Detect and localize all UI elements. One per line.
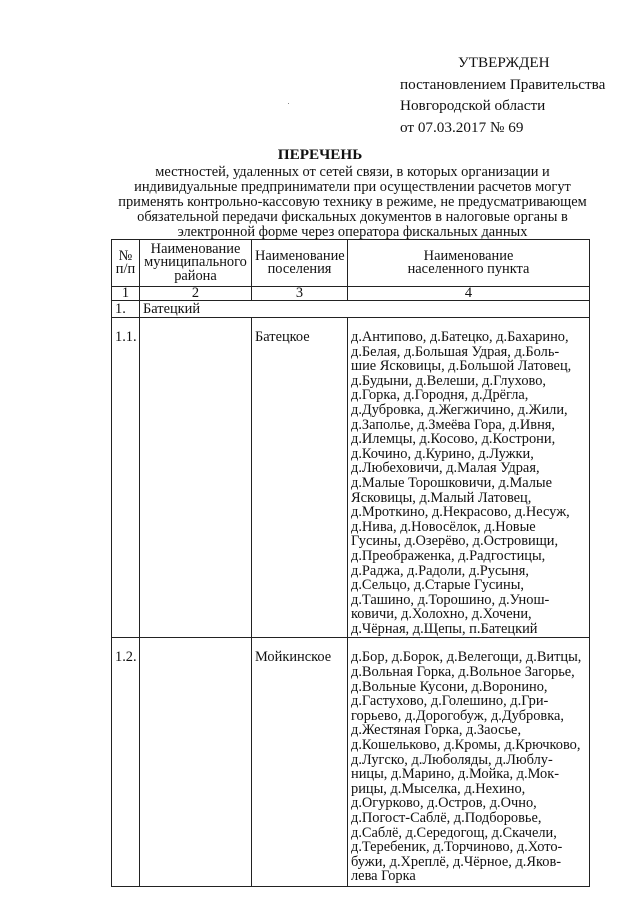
subtitle-line: применять контрольно-кассовую технику в режиме, не предусматривающем [118,194,587,210]
locality-line: д.Вольная Горка, д.Вольное Загорье, [351,664,575,681]
document-subtitle [115,165,590,240]
locality-line: д.Кошельково, д.Кромы, д.Крючково, [351,737,581,754]
header-district [140,240,252,287]
header-text: п/п [115,261,136,277]
document-title: ПЕРЕЧЕНЬ [277,146,363,163]
table-row [112,638,590,887]
locality-line: д.Раджа, д.Радоли, д.Русыня, [351,562,529,579]
locality-line: Гусины, д.Озерёво, д.Островищи, [351,533,559,550]
locality-line: д.Сельцо, д.Старые Гусины, [351,577,524,594]
locality-line: д.Горка, д.Городня, д.Дрёгла, [351,387,529,404]
locality-line: д.Чёрная, д.Щепы, п.Батецкий [351,620,538,637]
locality-line: д.Вольные Кусони, д.Воронино, [351,678,548,695]
column-number: 2 [140,287,252,301]
table-header-row [112,240,590,287]
locality-line: д.Жестяная Горка, д.Заосье, [351,722,522,739]
row-num: 1.2. [112,638,140,887]
column-number: 1 [112,287,140,301]
header-settlement [252,240,348,287]
row-district [140,318,252,638]
district-row [112,301,590,318]
header-text: муниципального [144,254,247,271]
locality-line: д.Преображенка, д.Радгостицы, [351,547,546,564]
locality-line: д.Заполье, д.Змеёва Гора, д.Ивня, [351,416,556,433]
column-number: 4 [348,287,590,301]
approval-line: от 07.03.2017 № 69 [400,118,524,136]
row-num: 1.1. [112,318,140,638]
locality-line: д.Погост-Саблё, д.Подборовье, [351,810,542,826]
locality-line: д.Антипово, д.Батецко, д.Бахарино, [351,329,569,345]
header-text: населенного пункта [407,261,530,277]
row-settlement: Мойкинское [252,638,348,887]
header-text: района [174,267,217,284]
locality-line: д.Саблё, д.Середогощ, д.Скачели, [351,824,557,841]
header-text: Наименование [255,247,345,264]
locality-line: д.Огурково, д.Остров, д.Очно, [351,795,537,812]
locality-line: д.Любеховичи, д.Малая Удрая, [351,460,540,477]
locality-line: д.Гастухово, д.Голешино, д.Гри- [351,693,549,710]
locality-line: д.Бор, д.Борок, д.Велегощи, д.Витцы, [351,649,582,666]
approval-heading: УТВЕРЖДЕН [458,54,550,71]
header-text: Наименование [150,240,241,257]
scan-speck [288,103,289,104]
locality-line: шие Ясковицы, д.Большой Латовец, [351,358,572,375]
subtitle-line: индивидуальные предприниматели при осуществлении расчетов могут [134,179,571,195]
district-name: Батецкий [140,301,590,318]
locality-line: д.Дубровка, д.Жегжичино, д.Жили, [351,401,568,418]
subtitle-line: местностей, удаленных от сетей связи, в которых организации и [155,164,550,180]
row-localities [348,638,590,887]
locality-line: д.Кочино, д.Курино, д.Лужки, [351,445,534,462]
locality-line: д.Малые Торошковичи, д.Малые [351,474,552,491]
locality-line: рицы, д.Мыселка, д.Нехино, [351,780,526,797]
localities-table [111,239,590,887]
locality-line: д.Будыни, д.Велеши, д.Глухово, [351,372,547,389]
header-num [112,240,140,287]
locality-line: д.Белая, д.Большая Удрая, д.Боль- [351,343,560,360]
row-localities [348,318,590,638]
header-text: поселения [267,261,332,277]
table-row [112,318,590,638]
locality-line: лева Горка [351,868,416,885]
locality-line: горьево, д.Дорогобуж, д.Дубровка, [351,707,564,724]
locality-line: ницы, д.Марино, д.Мойка, д.Мок- [351,766,560,783]
row-settlement: Батецкое [252,318,348,638]
locality-line: д.Нива, д.Новосёлок, д.Новые [351,518,536,535]
header-text: № [118,247,133,264]
locality-line: д.Илемцы, д.Косово, д.Кострони, [351,431,556,448]
locality-line: д.Ташино, д.Торошино, д.Унош- [351,591,550,608]
locality-line: д.Теребеник, д.Торчиново, д.Хото- [351,839,563,856]
row-district [140,638,252,887]
locality-line: Ясковицы, д.Малый Латовец, [351,489,532,506]
column-number-row [112,287,590,301]
subtitle-line: электронной форме через оператора фискальных данных [177,224,528,240]
approval-line: Новгородской области [400,97,546,114]
subtitle-line: обязательной передачи фискальных документов в налоговые органы в [137,209,568,225]
locality-line: бужи, д.Хреплё, д.Чёрное, д.Яков- [351,853,562,870]
district-num: 1. [112,301,140,318]
approval-stamp [400,52,605,138]
locality-line: ковичи, д.Холохно, д.Хочени, [351,606,532,623]
approval-line: постановлением Правительства [400,75,606,93]
header-locality [348,240,590,287]
locality-line: д.Лугско, д.Люболяды, д.Люблу- [351,751,553,768]
locality-line: д.Мроткино, д.Некрасово, д.Несуж, [351,504,570,521]
header-text: Наименование [423,247,514,264]
column-number: 3 [252,287,348,301]
